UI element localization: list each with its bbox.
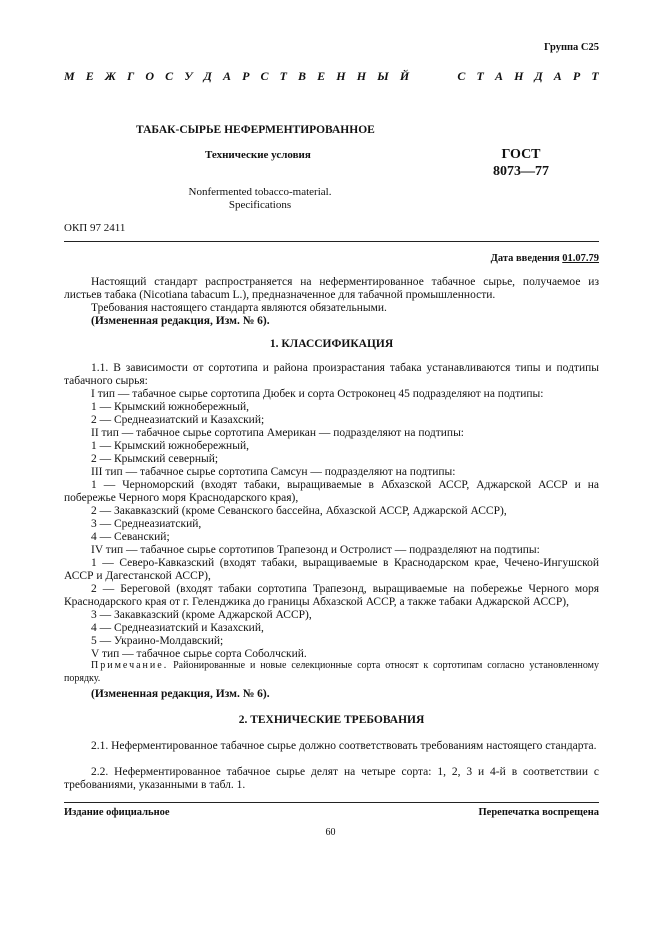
- banner-letter: У: [184, 69, 193, 83]
- section-1-heading: 1. КЛАССИФИКАЦИЯ: [269, 338, 394, 350]
- banner-letter: Н: [514, 69, 524, 83]
- banner-letter: Е: [317, 69, 326, 83]
- section-1-amendment: (Измененная редакция, Изм. № 6).: [91, 688, 270, 700]
- classification-line: 1 — Северо-Кавказский (входят табаки, выращиваемые в Краснодарском крае, Чечено-Ингушской АССР и Дагестанской АССР),: [64, 557, 599, 582]
- banner-letter: Д: [203, 69, 212, 83]
- intro-amendment: (Измененная редакция, Изм. № 6).: [91, 315, 270, 327]
- note-text: Районированные и новые селекционные сорта относят к сортотипам согласно установленному порядку.: [64, 660, 599, 684]
- classification-line: 3 — Закавказский (кроме Аджарской АССР),: [91, 609, 312, 621]
- classification-line: 2 — Закавказский (кроме Севанского бассейна, Абхазской АССР, Аджарской АССР),: [91, 505, 507, 517]
- classification-line: 2 — Среднеазиатский и Казахский;: [91, 414, 265, 426]
- classification-line: 4 — Среднеазиатский и Казахский,: [91, 622, 264, 634]
- clause-2-1: 2.1. Неферментированное табачное сырье должно соответствовать требованиям настоящего стандарта.: [91, 740, 597, 752]
- note-label: Примечание.: [91, 660, 169, 671]
- classification-line: 2 — Береговой (входят табаки сортотипа Трапезонд, выращиваемые на побережье Черного моря Краснодарского края от г. Геленджика до границы Абхазской АССР, а также табаки Аджарской АССР),: [64, 583, 599, 608]
- classification-line: 1.1. В зависимости от сортотипа и района произрастания табака устанавливаются типы и подтипы табачного сырья:: [64, 362, 599, 387]
- banner-letter: О: [145, 69, 154, 83]
- classification-line: V тип — табачное сырье сорта Соболчский.: [91, 648, 307, 660]
- banner-letter: Й: [399, 69, 410, 83]
- page-number: 60: [325, 827, 336, 838]
- official-edition: Издание официальное: [64, 807, 170, 818]
- intro-mandatory: Требования настоящего стандарта являются обязательными.: [91, 302, 387, 314]
- intro-paragraph: Настоящий стандарт распространяется на неферментированное табачное сырье, получаемое из листьев табака (Nicotiana tabacum L.), предназначенное для табачной промышленности.: [64, 276, 599, 301]
- okp-code: ОКП 97 2411: [64, 222, 126, 234]
- banner-letter: Н: [356, 69, 367, 83]
- classification-line: I тип — табачное сырье сортотипа Дюбек и сорта Остроконец 45 подразделяют на подтипы:: [91, 388, 544, 400]
- classification-line: IV тип — табачное сырье сортотипов Трапезонд и Остролист — подразделяют на подтипы:: [91, 544, 540, 556]
- banner-letter: Т: [476, 69, 484, 83]
- banner-letter: А: [553, 69, 562, 83]
- classification-line: 3 — Среднеазиатский,: [91, 518, 202, 530]
- classification-line: 1 — Черноморский (входят табаки, выращиваемые в Абхазской АССР, Аджарской АССР и на побережье Черного моря Краснодарского края),: [64, 479, 599, 504]
- banner-letter: Н: [336, 69, 346, 83]
- standard-banner: [64, 70, 599, 83]
- banner-letter: А: [222, 69, 231, 83]
- banner-letter: Р: [242, 69, 250, 83]
- gost-label: ГОСТ: [501, 147, 541, 162]
- classification-line: 1 — Крымский южнобережный,: [91, 401, 249, 413]
- section-1-body: [64, 362, 599, 661]
- gost-designation: [486, 146, 556, 180]
- document-title: ТАБАК-СЫРЬЕ НЕФЕРМЕНТИРОВАННОЕ: [136, 124, 375, 136]
- footer-divider: [64, 802, 599, 803]
- header-divider: [64, 241, 599, 242]
- banner-letter: Г: [126, 69, 135, 83]
- banner-word-gap: [420, 70, 446, 83]
- group-code: Группа С25: [543, 42, 599, 53]
- banner-letter: Ж: [104, 69, 116, 83]
- classification-line: 2 — Крымский северный;: [91, 453, 219, 465]
- clause-2-2: 2.2. Неферментированное табачное сырье делят на четыре сорта: 1, 2, 3 и 4-й в соответствии с требованиями, указанными в табл. 1.: [64, 766, 599, 791]
- intro-date-label: Дата введения: [490, 253, 563, 264]
- section-2-heading: 2. ТЕХНИЧЕСКИЕ ТРЕБОВАНИЯ: [238, 714, 425, 726]
- banner-letter: Е: [85, 69, 94, 83]
- classification-line: II тип — табачное сырье сортотипа Американ — подразделяют на подтипы:: [91, 427, 464, 439]
- classification-line: III тип — табачное сырье сортотипа Самсун — подразделяют на подтипы:: [91, 466, 456, 478]
- banner-letter: А: [494, 69, 503, 83]
- english-title: [150, 186, 370, 212]
- banner-letter: С: [260, 69, 269, 83]
- classification-note: [64, 660, 599, 685]
- banner-letter: В: [298, 69, 307, 83]
- classification-line: 5 — Украино-Молдавский;: [91, 635, 224, 647]
- english-title-line-2: Specifications: [228, 199, 292, 211]
- banner-letter: М: [64, 69, 75, 83]
- banner-letter: Р: [572, 69, 581, 83]
- reprint-prohibited: Перепечатка воспрещена: [478, 807, 599, 818]
- banner-letter: С: [457, 69, 466, 83]
- banner-letter: Т: [591, 69, 599, 83]
- introduction-date: [491, 252, 599, 265]
- classification-line: 4 — Севанский;: [91, 531, 170, 543]
- intro-date-value: 01.07.79: [562, 253, 599, 264]
- banner-letter: Т: [279, 69, 287, 83]
- gost-number: 8073—77: [493, 164, 549, 179]
- document-subtitle: Технические условия: [205, 149, 311, 161]
- classification-line: 1 — Крымский южнобережный,: [91, 440, 249, 452]
- english-title-line-1: Nonfermented tobacco-material.: [188, 186, 332, 198]
- banner-letter: С: [165, 69, 174, 83]
- banner-letter: Д: [534, 69, 543, 83]
- banner-letter: Ы: [377, 69, 389, 83]
